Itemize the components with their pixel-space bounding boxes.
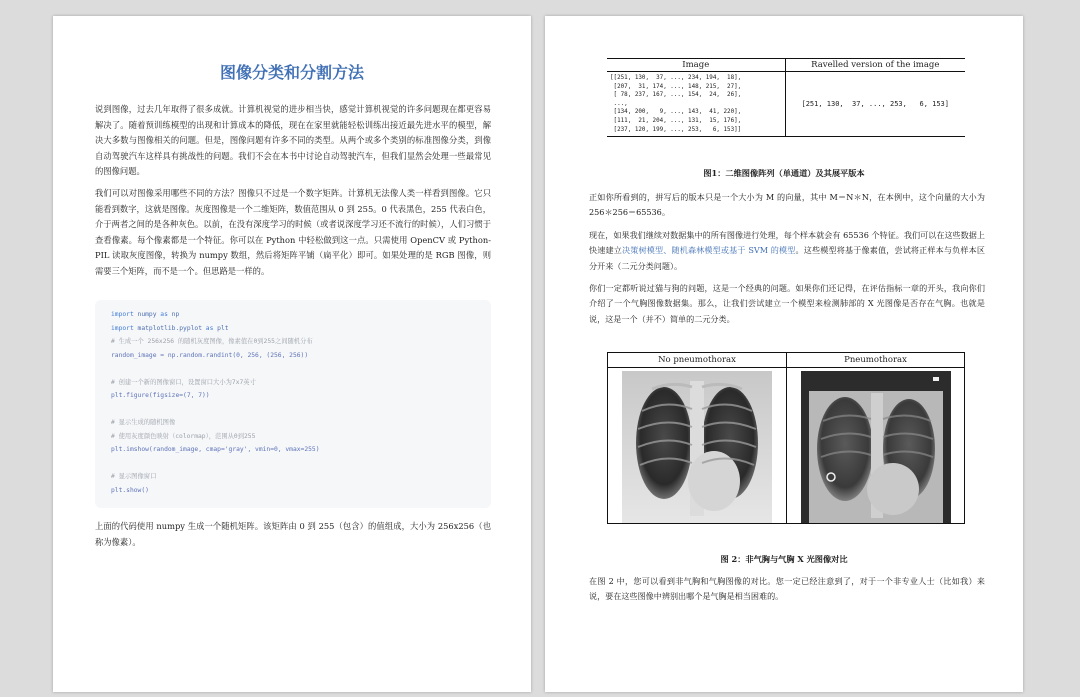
code-blank-line: [111, 403, 475, 417]
ravelled-cell: [785, 72, 965, 137]
paragraph-pixels: 我们可以对图像采用哪些不同的方法？图像只不过是一个数字矩阵。计算机无法像人类一样看到图像。它只能看到数字，这就是图像。灰度图像是一个二维矩阵，数值范围从 0 到 255。0 代表黑色，255 代表白色，介于两者之间的是各种灰色。以前，在没有深度学习的时候（或者说深度学习还不流行的时候），人们习惯于查看像素。每个像素都是一个特征。你可以在 Python 中轻松做到这一点。只需使用 OpenCV 或 Python-PIL 读取灰度图像，转换为 numpy 数组，然后将矩阵平铺（扁平化）即可。如果处理的是 RGB 图像，则需要三个矩阵，而不是一个。但思路是一样的。: [95, 188, 491, 276]
paragraph-features: 现在，如果我们继续对数据集中的所有图像进行处理，每个样本就会有 65536 个特征。我们可以在这些数据上快速建立决策树模型、随机森林模型或基于 SVM 的模型。这些模型将基于像素值，尝试将正样本与负样本区分开来（二元分类问题）。: [589, 230, 985, 271]
code-line-show: plt.show(): [111, 486, 149, 494]
table-header-ravelled: Ravelled version of the image: [785, 59, 965, 72]
page-title: 图像分类和分割方法: [219, 63, 364, 82]
document-page-right: [545, 16, 1023, 692]
code-line-import-matplotlib: import matplotlib.pyplot as plt: [111, 324, 229, 332]
figure-caption-1: 图1：二维图像阵列（单通道）及其展平版本: [703, 168, 865, 178]
xray-image-no-pneumothorax: [622, 371, 772, 523]
paragraph-intro: 说到图像，过去几年取得了很多成就。计算机视觉的进步相当快，感觉计算机视觉的许多问题现在都更容易解决了。随着预训练模型的出现和计算成本的降低，现在在家里就能轻松训练出接近最先进水平的模型，解决大多数与图像相关的问题。但是，图像问题有许多不同的类型。从两个或多个类别的标准图像分类，到像自动驾驶汽车这样具有挑战性的问题。我们不会在本书中讨论自动驾驶汽车，但我们显然会处理一些最常见的图像问题。: [95, 104, 491, 177]
matrix-cell: [607, 72, 785, 137]
matrix-row: [111, 21, 204, ..., 131, 15, 176],: [610, 117, 742, 124]
paragraph-vector-size: 正如你所看到的，拼写后的版本只是一个大小为 M 的向量，其中 M＝N＊N，在本例中，这个向量的大小为 256＊256＝65536。: [589, 192, 985, 218]
matrix-row: [[251, 130, 37, ..., 234, 194, 18],: [610, 75, 742, 81]
figure-caption-2: 图 2：非气胸与气胸 X 光图像对比: [720, 554, 848, 564]
matrix-row: [ 78, 237, 167, ..., 154, 24, 26],: [610, 92, 742, 99]
code-line-figure: plt.figure(figsize=(7, 7)): [111, 392, 210, 399]
code-comment: # 显示生成的随机图像: [111, 419, 176, 426]
models-link[interactable]: 决策树模型、随机森林模型或基于 SVM 的模型: [621, 245, 796, 256]
paragraph-code-explanation: 上面的代码使用 numpy 生成一个随机矩阵。该矩阵由 0 到 255（包含）的值组成，大小为 256x256（也称为像素）。: [95, 521, 491, 547]
matrix-row: [207, 31, 174, ..., 148, 215, 27],: [610, 83, 742, 90]
matrix-row: ...,: [610, 100, 628, 107]
xray-image-pneumothorax: [801, 371, 951, 523]
code-line-imshow: plt.imshow(random_image, cmap='gray', vmin=0, vmax=255): [111, 446, 320, 453]
code-blank-line: [111, 457, 475, 471]
table-header-image: Image: [607, 59, 785, 72]
xray-header-pneumothorax: Pneumothorax: [787, 353, 964, 368]
ravelled-vector: [251, 130, 37, ..., 253, 6, 153]: [801, 100, 949, 109]
code-comment: # 生成一个 256x256 的随机灰度图像，像素值在0到255之间随机分布: [111, 338, 313, 345]
xray-divider: [786, 353, 787, 523]
code-comment: # 显示图像窗口: [111, 473, 157, 480]
code-blank-line: [111, 362, 475, 376]
xray-header-no-pneumothorax: No pneumothorax: [608, 353, 787, 368]
code-comment: # 使用灰度颜色映射（colormap），范围从0到255: [111, 432, 256, 440]
paragraph-pneumothorax-intro: 你们一定都听说过猫与狗的问题，这是一个经典的问题。如果你们还记得，在评估指标一章的开头，我向你们介绍了一个气胸图像数据集。那么，让我们尝试建立一个模型来检测肺部的 X 光图像是否存在气胸。也就是说，这是一个（并不）简单的二元分类。: [589, 283, 985, 324]
code-line-import-numpy: import numpy as np: [111, 311, 180, 318]
code-block[interactable]: [95, 300, 491, 508]
xray-comparison-figure: [607, 352, 965, 524]
code-line-random-image: random_image = np.random.randint(0, 256, (256, 256)): [111, 351, 309, 359]
image-array-table: [607, 58, 965, 137]
paragraph-comparison: 在图 2 中，您可以看到非气胸和气胸图像的对比。您一定已经注意到了，对于一个非专业人士（比如我）来说，要在这些图像中辨别出哪个是气胸是相当困难的。: [589, 576, 985, 602]
matrix-row: [237, 120, 199, ..., 253, 6, 153]]: [610, 126, 742, 133]
matrix-row: [134, 200, 9, ..., 143, 41, 220],: [610, 109, 742, 116]
code-comment: # 创建一个新的图像窗口，设置窗口大小为7x7英寸: [111, 378, 256, 386]
document-page-left: [53, 16, 531, 692]
